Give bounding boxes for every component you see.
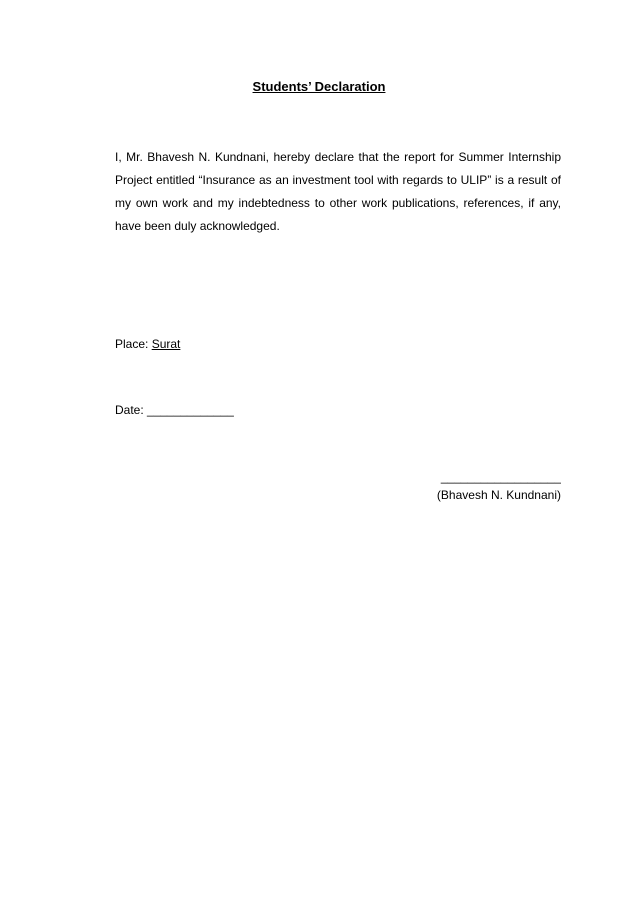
declaration-paragraph: I, Mr. Bhavesh N. Kundnani, hereby declare that the report for Summer Internship Project entitled “Insurance as an investment tool with regards to ULIP” is a result of my own work and my indebtedness to other work publications, references, if any, have been duly acknowledged. <box>115 150 561 233</box>
date-label: Date: <box>115 403 148 417</box>
date-blank: _____________ <box>147 403 234 417</box>
page-title: Students’ Declaration <box>252 79 386 94</box>
place-label: Place: <box>115 337 152 351</box>
place-line <box>115 335 180 353</box>
date-line <box>115 401 234 419</box>
place-value: Surat <box>151 337 181 351</box>
signatory-name: (Bhavesh N. Kundnani) <box>436 488 561 502</box>
signature-line: __________________ <box>440 470 561 484</box>
